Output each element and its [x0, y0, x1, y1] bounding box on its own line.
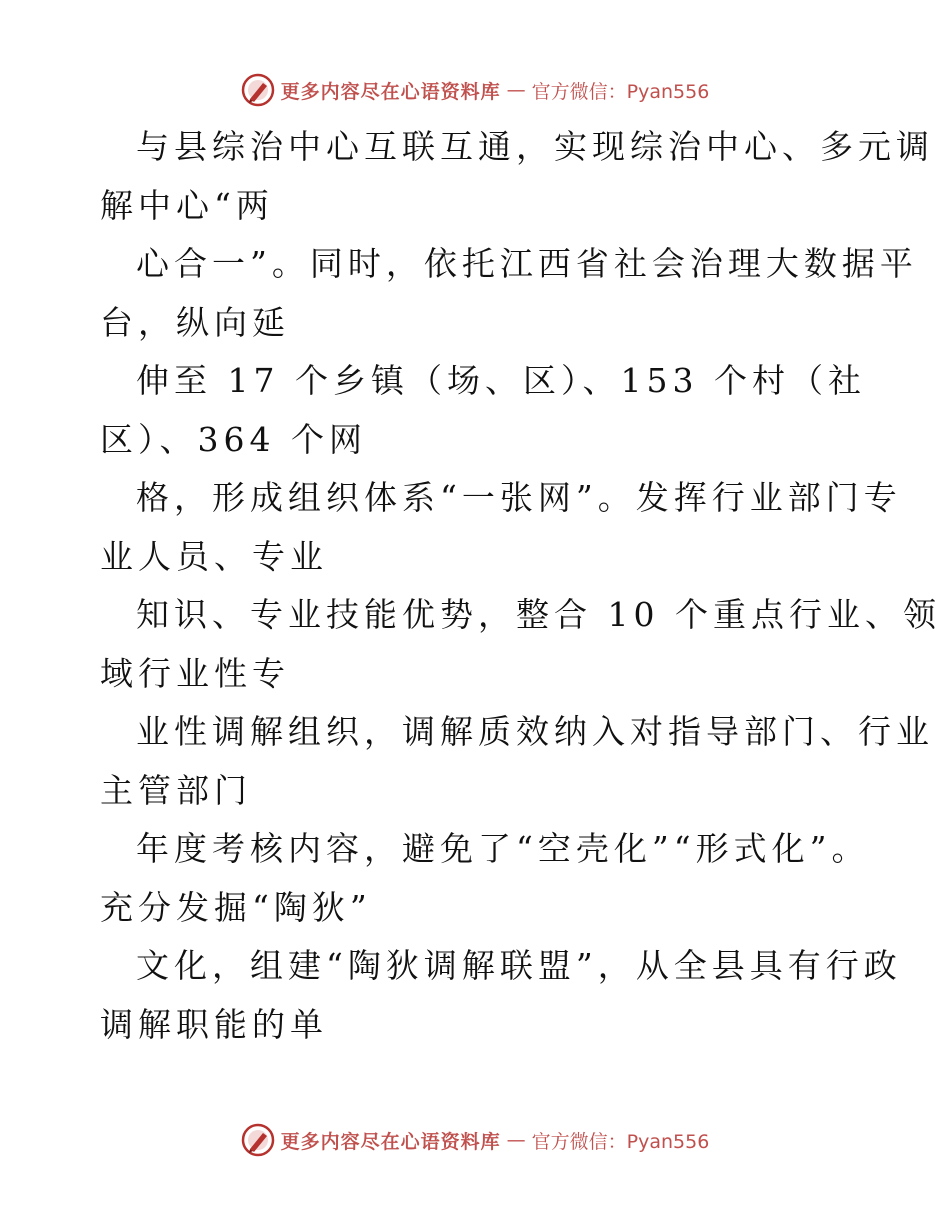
body-line: 台，纵向延 — [100, 302, 290, 342]
footer-banner-separator: — — [506, 1129, 526, 1151]
document-body — [100, 118, 941, 1054]
body-line: 格，形成组织体系“一张网”。发挥行业部门专 — [136, 478, 902, 517]
footer-banner-text: 更多内容尽在心语资料库 — [280, 1130, 501, 1153]
body-line: 业性调解组织，调解质效纳入对指导部门、行业 — [136, 712, 934, 751]
body-line: 文化，组建“陶狄调解联盟”，从全县具有行政 — [136, 946, 902, 985]
body-line: 知识、专业技能优势，整合 10 个重点行业、领 — [136, 595, 941, 634]
body-line: 区）、364 个网 — [100, 419, 367, 459]
footer-banner — [0, 1120, 950, 1160]
footer-wechat-label: 官方微信：Pyan556 — [531, 1130, 710, 1153]
header-banner-text: 更多内容尽在心语资料库 — [280, 80, 501, 103]
body-line: 年度考核内容，避免了“空壳化”“形式化”。 — [136, 829, 870, 868]
body-line: 调解职能的单 — [100, 1004, 328, 1044]
body-line: 域行业性专 — [100, 653, 290, 693]
header-wechat-label: 官方微信：Pyan556 — [531, 80, 710, 103]
body-line: 业人员、专业 — [100, 536, 328, 576]
pen-logo-icon — [241, 1123, 275, 1157]
pen-logo-icon — [241, 73, 275, 107]
body-line: 伸至 17 个乡镇（场、区）、153 个村（社 — [136, 361, 866, 400]
body-line: 心合一”。同时，依托江西省社会治理大数据平 — [136, 244, 918, 283]
header-banner — [0, 70, 950, 110]
body-line: 充分发掘“陶狄” — [100, 887, 372, 927]
body-line: 主管部门 — [100, 770, 252, 810]
body-line: 解中心“两 — [100, 185, 274, 225]
body-line: 与县综治中心互联互通，实现综治中心、多元调 — [136, 127, 934, 166]
header-banner-separator: — — [506, 79, 526, 101]
